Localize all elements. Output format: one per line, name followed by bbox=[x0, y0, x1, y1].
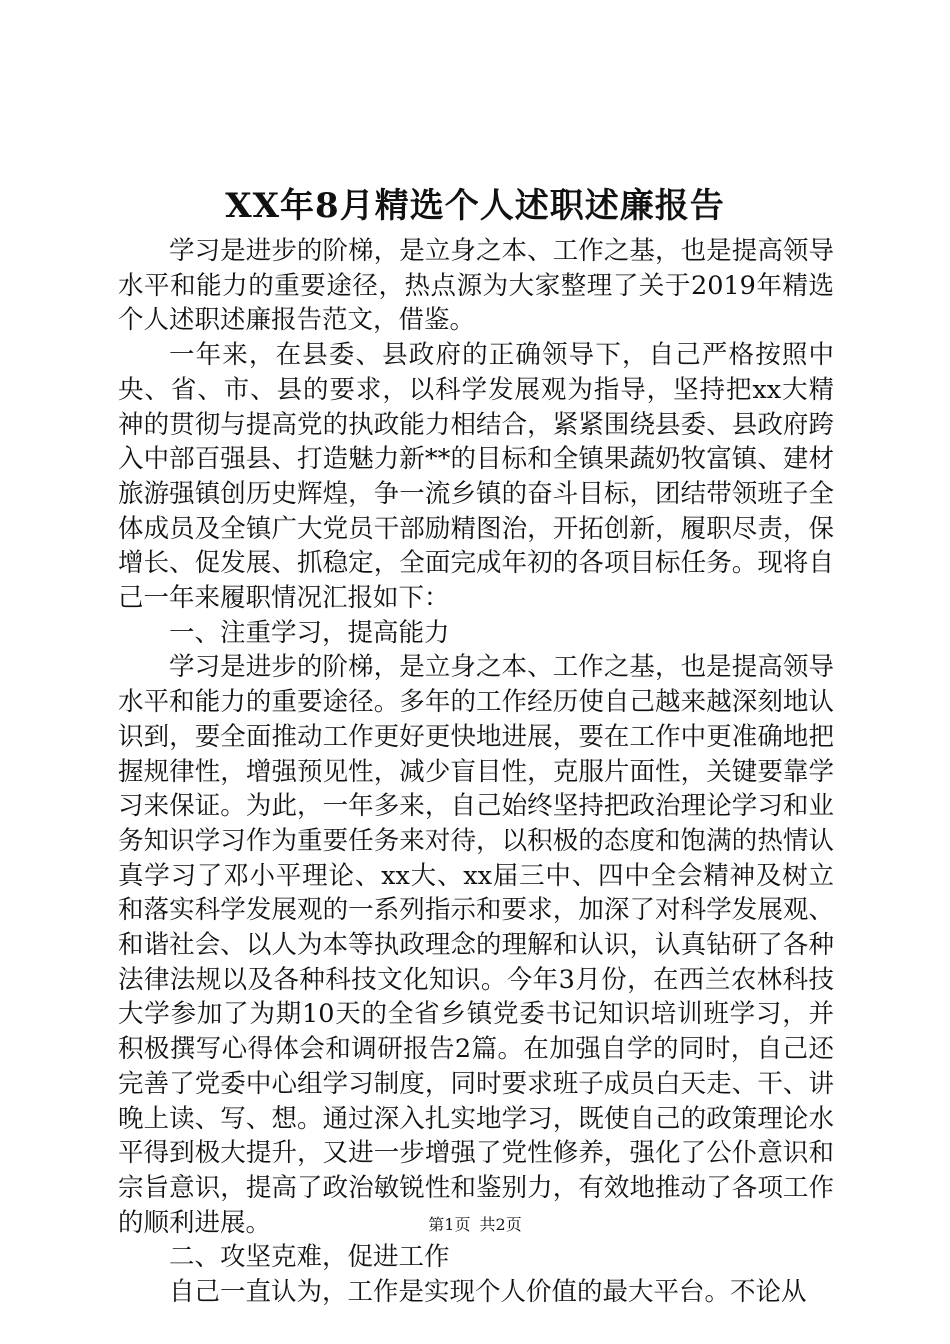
page-total: 共2页 bbox=[479, 1215, 522, 1234]
paragraph-intro: 学习是进步的阶梯，是立身之本、工作之基，也是提高领导水平和能力的重要途径，热点源为大家整理了关于2019年精选个人述职述廉报告范文，借鉴。 bbox=[118, 236, 834, 336]
paragraph-study: 学习是进步的阶梯，是立身之本、工作之基，也是提高领导水平和能力的重要途径。多年的工作经历使自己越来越深刻地认识到，要全面推动工作更好更快地进展，要在工作中更准确地把握规律性，增强预见性，减少盲目性，克服片面性，关键要靠学习来保证。为此，一年多来，自己始终坚持把政治理论学习和业务知识学习作为重要任务来对待，以积极的态度和饱满的热情认真学习了邓小平理论、xx大、xx届三中、四中全会精神及树立和落实科学发展观的一系列指示和要求，加深了对科学发展观、和谐社会、以人为本等执政理念的理解和认识，认真钻研了各种法律法规以及各种科技文化知识。今年3月份，在西兰农林科技大学参加了为期10天的全省乡镇党委书记知识培训班学习，并积极撰写心得体会和调研报告2篇。在加强自学的同时，自己还完善了党委中心组学习制度，同时要求班子成员白天走、干、讲晚上读、写、想。通过深入扎实地学习，既使自己的政策理论水平得到极大提升，又进一步增强了党性修养，强化了公仆意识和宗旨意识，提高了政治敏锐性和鉴别力，有效地推动了各项工作的顺利进展。 bbox=[118, 652, 834, 1238]
document-title: XX年8月精选个人述职述廉报告 bbox=[225, 186, 725, 226]
paragraph-work: 自己一直认为，工作是实现个人价值的最大平台。不论从 bbox=[169, 1277, 807, 1308]
page-footer bbox=[0, 1214, 950, 1236]
section-heading-2: 二、攻坚克难，促进工作 bbox=[169, 1242, 450, 1273]
page-number: 第1页 bbox=[428, 1215, 471, 1234]
paragraph-overview: 一年来，在县委、县政府的正确领导下，自己严格按照中央、省、市、县的要求，以科学发展观为指导，坚持把xx大精神的贯彻与提高党的执政能力相结合，紧紧围绕县委、县政府跨入中部百强县、打造魅力新**的目标和全镇果蔬奶牧富镇、建材旅游强镇创历史辉煌，争一流乡镇的奋斗目标，团结带领班子全体成员及全镇广大党员干部励精图治，开拓创新，履职尽责，保增长、促发展、抓稳定，全面完成年初的各项目标任务。现将自己一年来履职情况汇报如下： bbox=[118, 340, 834, 614]
document-body bbox=[118, 234, 834, 1310]
section-heading-1: 一、注重学习，提高能力 bbox=[169, 617, 450, 648]
